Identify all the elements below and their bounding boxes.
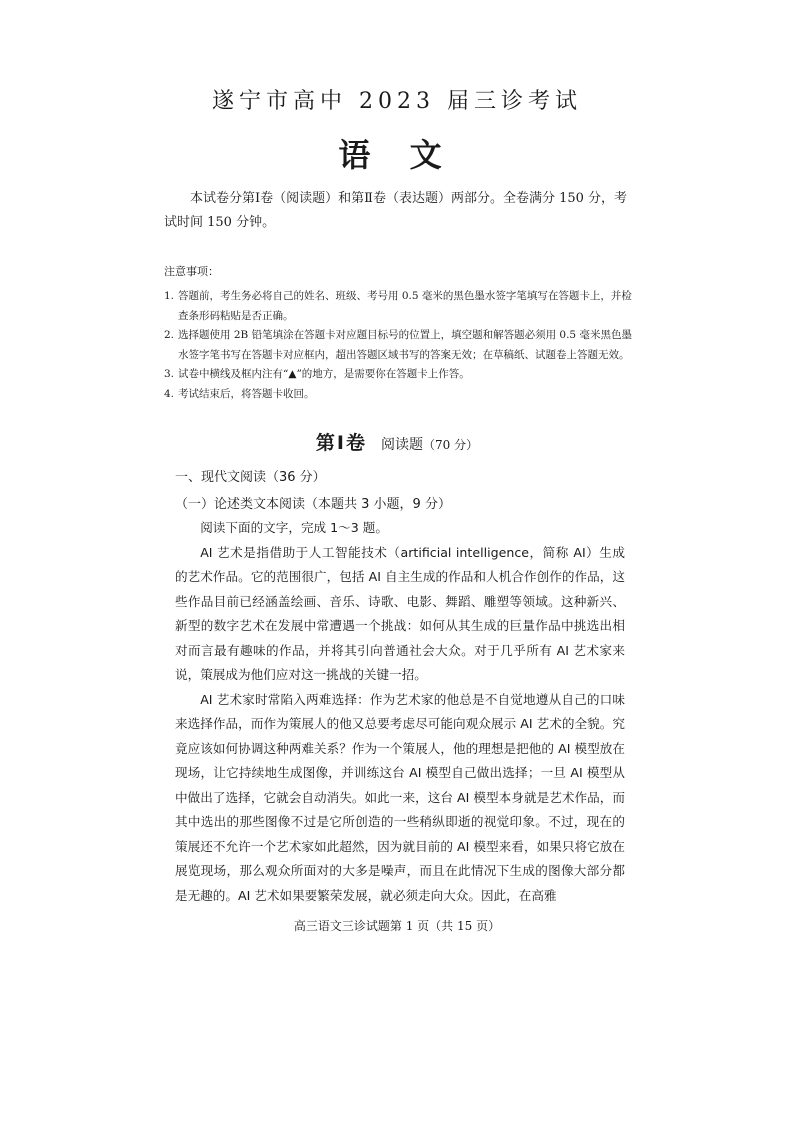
exam-intro: 本试卷分第Ⅰ卷（阅读题）和第Ⅱ卷（表达题）两部分。全卷满分 150 分，考试时间 150 分钟。	[164, 191, 628, 230]
subject-title: 语 文	[338, 136, 456, 174]
notice-item-text: 选择题使用 2B 铅笔填涂在答题卡对应题目标号的位置上，填空题和解答题必须用 0.5 毫米黑色墨水签字笔书写在答题卡对应框内，超出答题区域书写的答案无效；在草稿纸、试题卷上答题无效。	[178, 329, 632, 361]
notice-item-number: 3.	[164, 368, 175, 380]
passage-paragraph: 阅读下面的文字，完成 1～3 题。	[200, 520, 388, 535]
reading-passage	[175, 516, 625, 908]
notice-item-text: 试卷中横线及框内注有“▲”的地方，是需要你在答题卡上作答。	[178, 368, 470, 380]
section-title: 第Ⅰ卷	[315, 432, 367, 454]
notice-item	[164, 385, 634, 405]
subpart-heading: （一）论述类文本阅读（本题共 3 小题，9 分）	[175, 497, 451, 512]
part-heading: 一、现代文阅读（36 分）	[175, 470, 326, 485]
page-footer: 高三语文三诊试题第 1 页（共 15 页）	[293, 919, 501, 933]
section-subtitle: 阅读题	[380, 437, 423, 453]
notice-list	[164, 287, 634, 404]
notice-item	[164, 287, 634, 326]
notice-heading: 注意事项：	[164, 265, 219, 278]
section-points: （70 分）	[422, 438, 479, 452]
passage-paragraph: AI 艺术是指借助于人工智能技术（artificial intelligence，简称 AI）生成的艺术作品。它的范围很广，包括 AI 自主生成的作品和人机合作创作的作品，这些作品目前已经涵盖绘画、音乐、诗歌、电影、舞蹈、雕塑等领域。这种新兴、新型的数字艺术在发展中常遭遇一个挑战：如何从其生成的巨量作品中挑选出相对而言最有趣味的作品，并将其引向普通社会大众。对于几乎所有 AI 艺术家来说，策展成为他们应对这一挑战的关键一招。	[175, 544, 625, 682]
exam-title: 遂宁市高中 2023 届三诊考试	[212, 89, 582, 114]
passage-paragraph: AI 艺术家时常陷入两难选择：作为艺术家的他总是不自觉地遵从自己的口味来选择作品，而作为策展人的他又总要考虑尽可能向观众展示 AI 艺术的全貌。究竟应该如何协调这种两难关系？作为一个策展人，他的理想是把他的 AI 模型放在现场，让它持续地生成图像，并训练这台 AI 模型自己做出选择；一旦 AI 模型从中做出了选择，它就会自动消失。如此一来，这台 AI 模型本身就是艺术作品，而其中选出的那些图像不过是它所创造的一些稍纵即逝的视觉印象。不过，现在的策展还不允许一个艺术家如此超然，因为就目前的 AI 模型来看，如果只将它放在展览现场，那么观众所面对的大多是噪声，而且在此情况下生成的图像大部分都是无趣的。AI 艺术如果要繁荣发展，就必须走向大众。因此，在高雅	[175, 691, 625, 903]
notice-item	[164, 326, 634, 365]
notice-item	[164, 365, 634, 385]
notice-item-number: 4.	[164, 387, 175, 400]
notice-item-number: 1.	[164, 290, 175, 302]
notice-item-number: 2.	[164, 329, 175, 341]
notice-item-text: 考试结束后，将答题卡收回。	[178, 387, 315, 400]
section-heading	[0, 428, 794, 455]
notice-item-text: 答题前，考生务必将自己的姓名、班级、考号用 0.5 毫米的黑色墨水签字笔填写在答题卡上，并检查条形码粘贴是否正确。	[178, 290, 632, 322]
